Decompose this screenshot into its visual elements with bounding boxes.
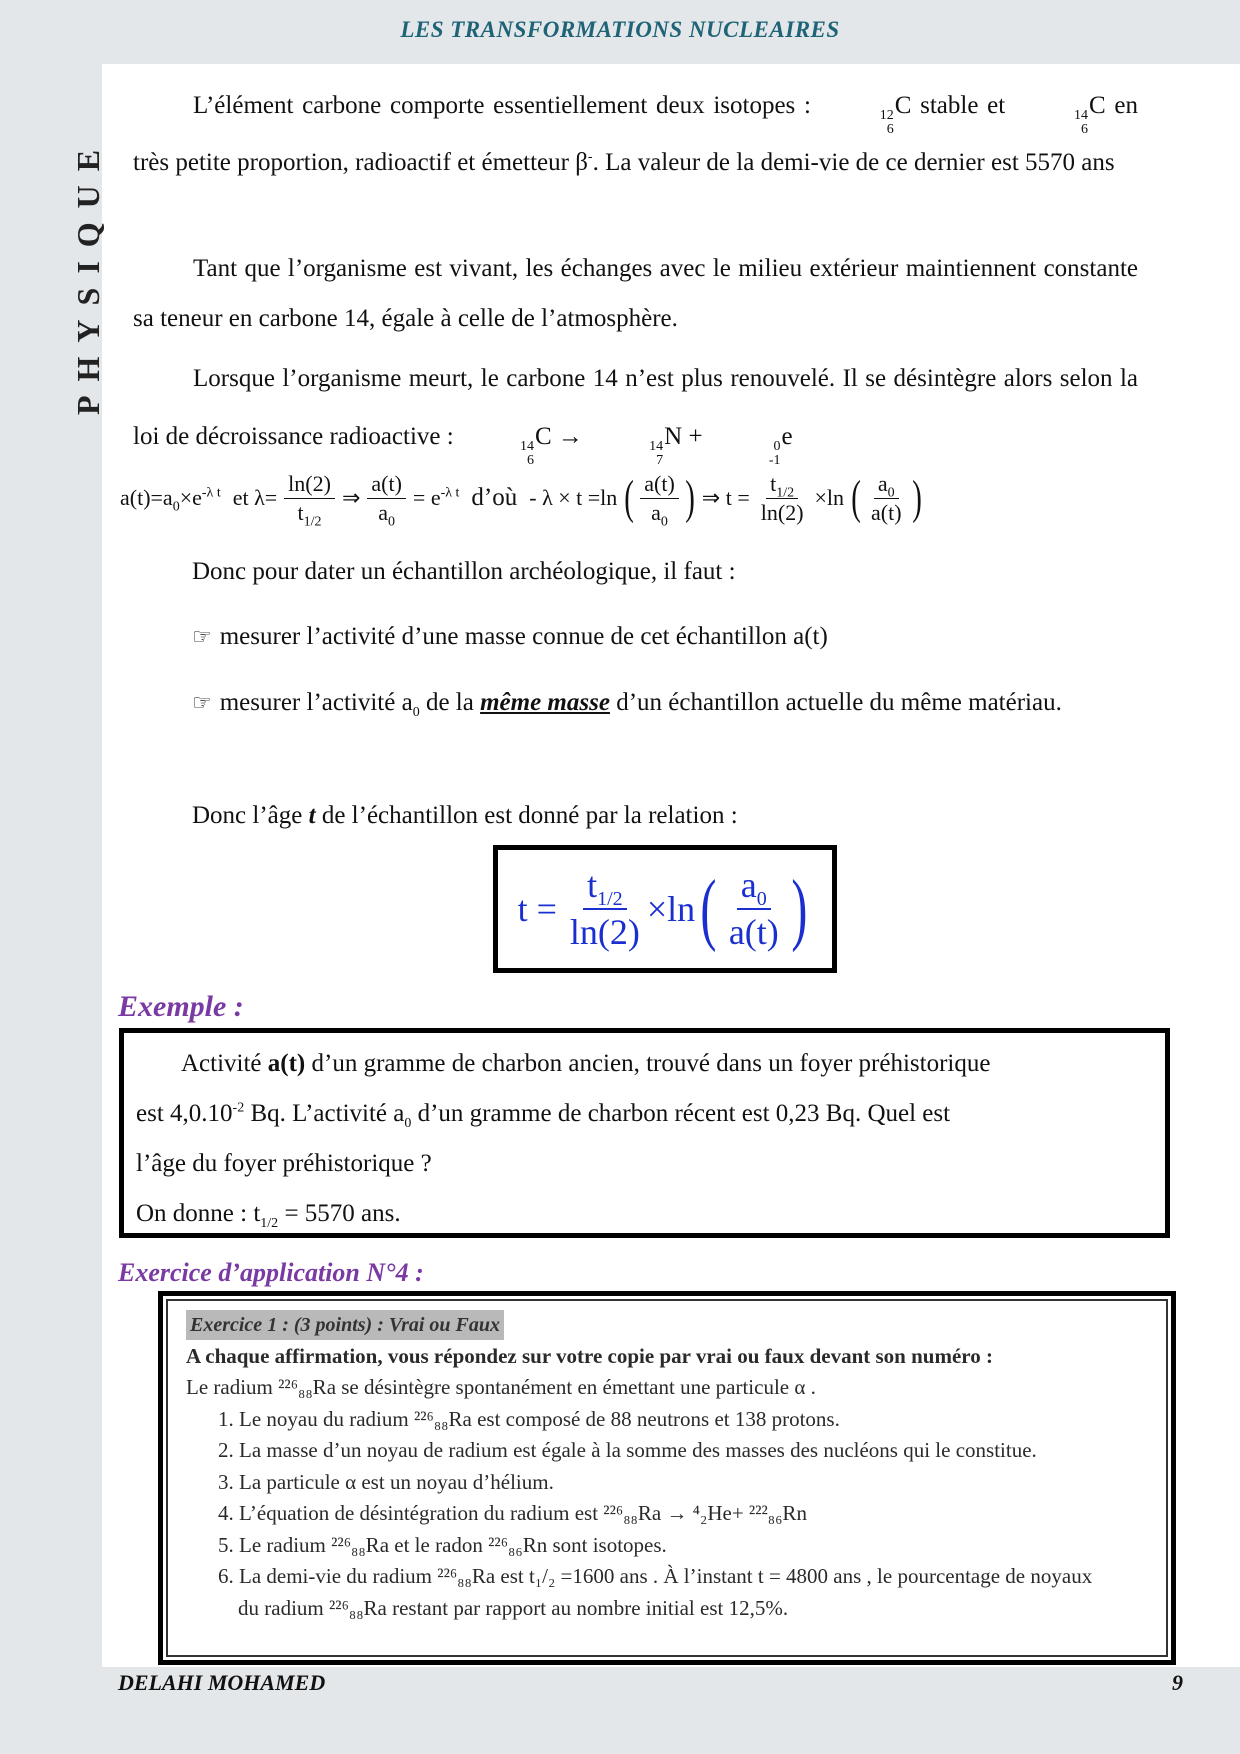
exercise-scan-image [158,1291,1176,1665]
example-box: Activité a(t) d’un gramme de charbon ancien, trouvé dans un foyer préhistorique est $4,0.10^{-2}$ Bq. L’activité $a_0$ d’un gramme de charbon récent est 0,23 Bq. Quel est l’âge du foyer préhistorique ? On donne : $t_{1/2} = 5570$ ans. [119,1028,1170,1238]
exercise-heading: Exercice d’application N°4 : [118,1258,424,1287]
emphasis-same-mass: même masse [480,689,610,716]
page-header-title: LES TRANSFORMATIONS NUCLEAIRES [400,17,840,42]
bullet-measure-reference: ☞ mesurer l’activité $a_0$ de la même masse d’un échantillon actuelle du même matériau. [192,689,1062,720]
exercise-item: 2. La masse d’un noyau de radium est égale à la somme des masses des nucléons qui le constitue. [218,1438,1037,1462]
dating-intro: Donc pour dater un échantillon archéologique, il faut : [192,558,736,585]
exercise-instruction: A chaque affirmation, vous répondez sur votre copie par vrai ou faux devant son numéro : [186,1343,993,1368]
paragraph-decay: Lorsque l’organisme meurt, le carbone 14 n’est plus renouvelé. Il se désintègre alors selon la loi de décroissance radioactive : 14 6 C → 14 7 N + 0 -1 e [133,365,1138,468]
page-number: 9 [1172,1670,1183,1695]
exercise-intro: Le radium ²²⁶₈₈Ra se désintègre spontanément en émettant une particule α . [186,1375,816,1399]
pointing-hand-icon: ☞ [192,690,212,715]
age-formula-box: t = $\frac{t_{1/2}}{\ln(2)}$ ×ln ( $\frac{a_0}{a(t)}$ ) [493,845,837,973]
paragraph-isotopes: L’élément carbone comporte essentiellement deux isotopes : 12 6 C stable et 14 6 C en très petite proportion, radioactif et émetteur β-. La valeur de la demi-vie de ce dernier est 5570 ans [133,92,1138,176]
exercise-title: Exercice 1 : (3 points) : Vrai ou Faux [186,1310,504,1340]
c12-nucleon-numbers: 12 6 [879,108,894,137]
exercise-item: 1. Le noyau du radium ²²⁶₈₈Ra est composé de 88 neutrons et 138 protons. [218,1406,840,1431]
example-heading: Exemple : [118,990,244,1023]
paragraph-living-organism: Tant que l’organisme est vivant, les échanges avec le milieu extérieur maintiennent constante sa teneur en carbone 14, égale à celle de l’atmosphère. [133,255,1138,332]
footer-author: DELAHI MOHAMED [118,1670,326,1695]
age-relation-intro: Donc l’âge t de l’échantillon est donné par la relation : [192,802,738,829]
exercise-item: du radium ²²⁶₈₈Ra restant par rapport au nombre initial est 12,5%. [238,1595,789,1620]
exercise-item: 6. La demi-vie du radium ²²⁶₈₈Ra est t₁/₂ =1600 ans . À l’instant t = 4800 ans , le pourcentage de noyaux [218,1564,1093,1588]
c14-nucleon-numbers: 14 6 [1073,108,1088,137]
side-label [65,110,105,420]
side-label-text: PHYSIQUE [70,135,106,415]
exercise-item: 3. La particule α est un noyau d’hélium. [218,1469,554,1494]
exercise-item: 5. Le radium ²²⁶₈₈Ra et le radon ²²⁶₈₆Rn sont isotopes. [218,1532,667,1557]
pointing-hand-icon: ☞ [192,624,212,649]
exercise-item: 4. L’équation de désintégration du radium est ²²⁶₈₈Ra → ⁴₂He+ ²²²₈₆Rn [218,1501,807,1525]
decay-law-formula: $a(t)=a_0\times e^{-\lambda t}$ et λ= $\frac{\ln(2)}{t_{1/2}}$ ⇒ $\frac{a(t)}{a_0}$ = $e^{-\lambda t}$ d’où - λ × t =ln ( $\frac{a(t)}{a_0}$ ) ⇒ t = $\frac{t_{1/2}}{\ln(2)}$ ×ln ( $\frac{a_0}{a(t)}$ ) [120,471,922,529]
bullet-measure-sample: ☞ mesurer l’activité d’une masse connue de cet échantillon a(t) [192,623,828,650]
